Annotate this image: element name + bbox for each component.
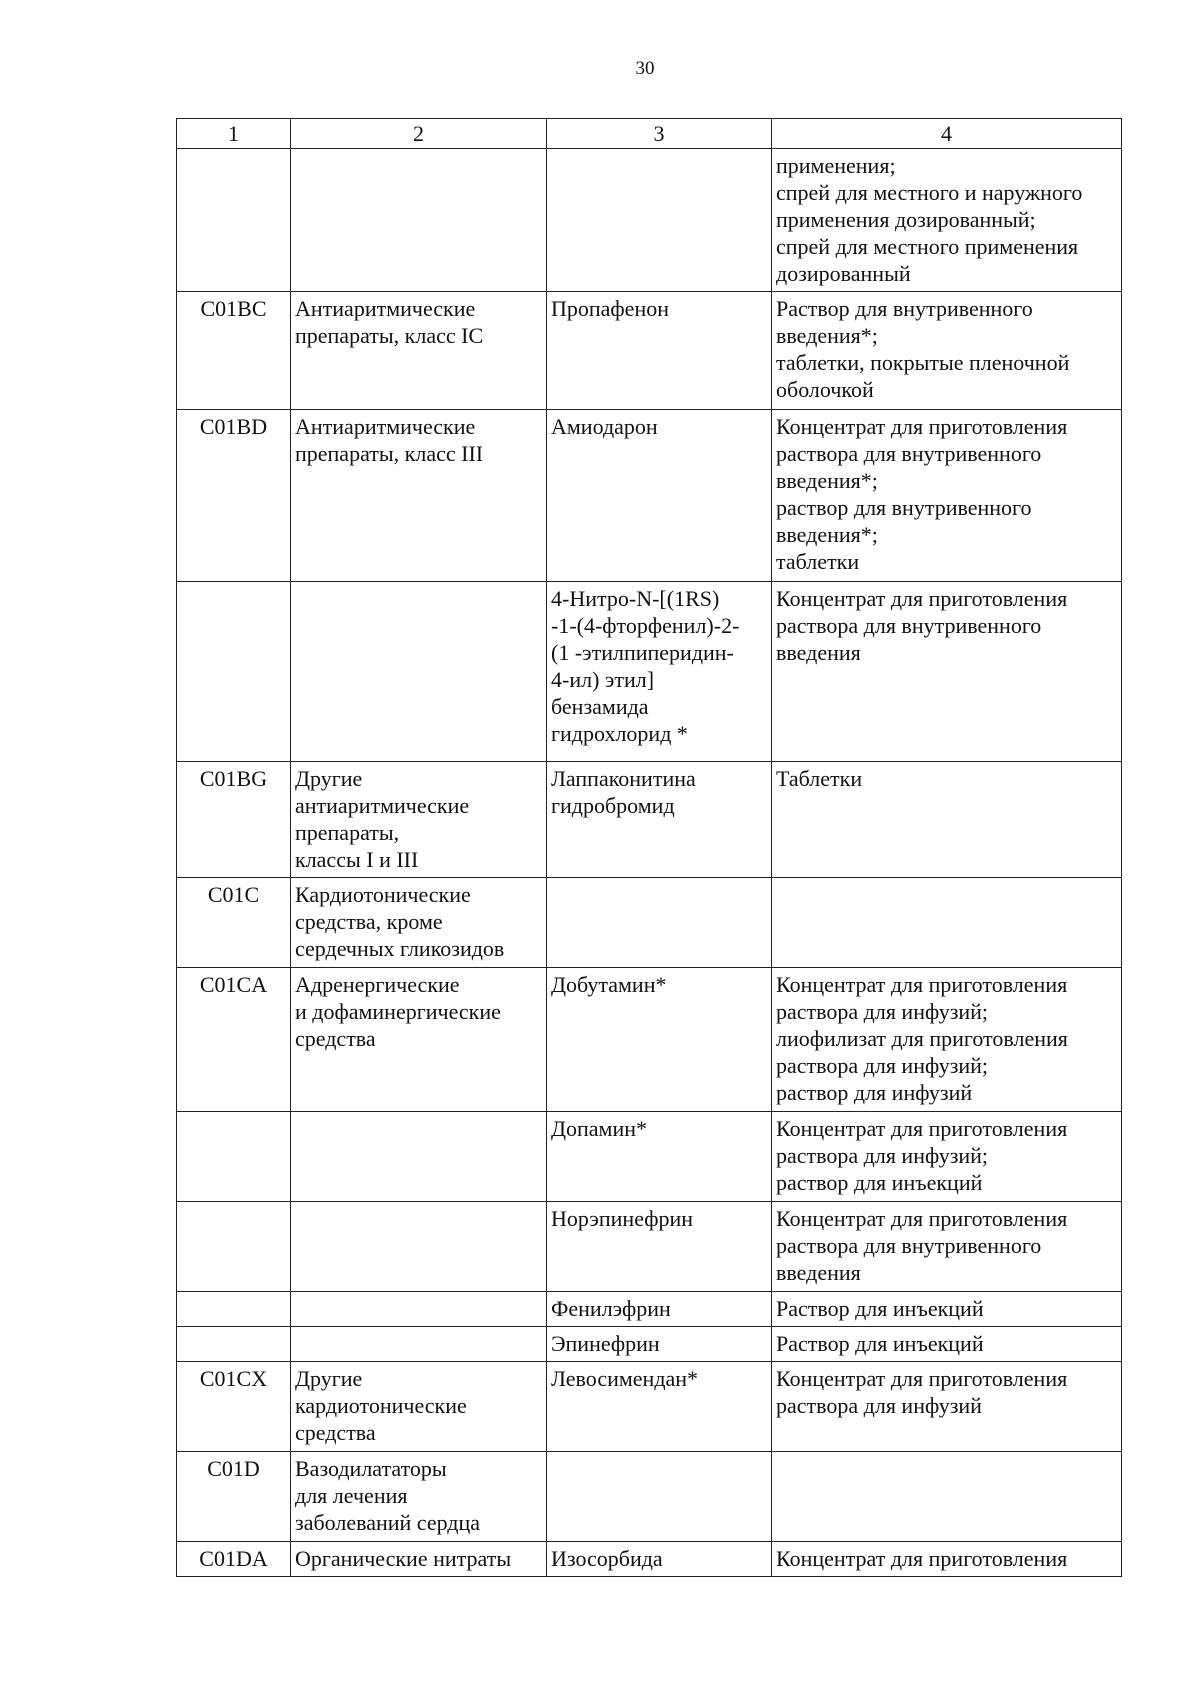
form-cell: Концентрат для приготовления раствора для внутривенного введения	[772, 582, 1122, 762]
group-cell: Антиаритмические препараты, класс IC	[291, 292, 547, 410]
group-cell	[291, 1202, 547, 1292]
drug-cell: 4-Нитро-N-[(1RS) -1-(4-фторфенил)-2- (1 -этилпиперидин- 4-ил) этил] бензамида гидрохлорид *	[547, 582, 772, 762]
form-cell: Раствор для инъекций	[772, 1292, 1122, 1327]
atc-code-cell	[177, 1112, 291, 1202]
column-header: 3	[547, 119, 772, 149]
table-row	[177, 1542, 1122, 1577]
atc-code-cell: C01C	[177, 878, 291, 968]
group-cell: Адренергические и дофаминергические средства	[291, 968, 547, 1112]
form-cell: Концентрат для приготовления раствора для внутривенного введения*; раствор для внутривенного введения*; таблетки	[772, 410, 1122, 582]
drug-cell: Лаппаконитина гидробромид	[547, 762, 772, 878]
table-row	[177, 582, 1122, 762]
form-cell: Концентрат для приготовления раствора для инфузий; раствор для инъекций	[772, 1112, 1122, 1202]
atc-code-cell: C01BG	[177, 762, 291, 878]
form-cell	[772, 1452, 1122, 1542]
group-cell	[291, 1112, 547, 1202]
table-row	[177, 1292, 1122, 1327]
drug-cell: Норэпинефрин	[547, 1202, 772, 1292]
table-row	[177, 762, 1122, 878]
form-cell: Концентрат для приготовления раствора для инфузий; лиофилизат для приготовления раствора для инфузий; раствор для инфузий	[772, 968, 1122, 1112]
drug-cell: Амиодарон	[547, 410, 772, 582]
drug-cell: Эпинефрин	[547, 1327, 772, 1362]
drug-cell	[547, 149, 772, 292]
form-cell	[772, 878, 1122, 968]
form-cell: Раствор для внутривенного введения*; таблетки, покрытые пленочной оболочкой	[772, 292, 1122, 410]
atc-code-cell	[177, 1202, 291, 1292]
drug-cell	[547, 878, 772, 968]
atc-code-cell	[177, 582, 291, 762]
form-cell: применения; спрей для местного и наружного применения дозированный; спрей для местного применения дозированный	[772, 149, 1122, 292]
table-row	[177, 149, 1122, 292]
drug-cell: Изосорбида	[547, 1542, 772, 1577]
table-header-row	[177, 119, 1122, 149]
form-cell: Концентрат для приготовления раствора для внутривенного введения	[772, 1202, 1122, 1292]
group-cell: Вазодилататоры для лечения заболеваний сердца	[291, 1452, 547, 1542]
atc-code-cell: C01BD	[177, 410, 291, 582]
group-cell: Кардиотонические средства, кроме сердечных гликозидов	[291, 878, 547, 968]
atc-code-cell	[177, 149, 291, 292]
table-row	[177, 1327, 1122, 1362]
form-cell: Раствор для инъекций	[772, 1327, 1122, 1362]
group-cell: Другие антиаритмические препараты, классы I и III	[291, 762, 547, 878]
column-header: 4	[772, 119, 1122, 149]
form-cell: Концентрат для приготовления раствора для инфузий	[772, 1362, 1122, 1452]
drug-cell: Допамин*	[547, 1112, 772, 1202]
table-row	[177, 1452, 1122, 1542]
column-header: 1	[177, 119, 291, 149]
atc-code-cell	[177, 1292, 291, 1327]
form-cell: Таблетки	[772, 762, 1122, 878]
group-cell	[291, 1327, 547, 1362]
group-cell: Другие кардиотонические средства	[291, 1362, 547, 1452]
table-row	[177, 1362, 1122, 1452]
drug-cell: Фенилэфрин	[547, 1292, 772, 1327]
group-cell: Антиаритмические препараты, класс III	[291, 410, 547, 582]
drug-cell	[547, 1452, 772, 1542]
table-row	[177, 1112, 1122, 1202]
table-row	[177, 1202, 1122, 1292]
column-header: 2	[291, 119, 547, 149]
medication-table	[176, 118, 1122, 1577]
form-cell: Концентрат для приготовления	[772, 1542, 1122, 1577]
atc-code-cell: C01CX	[177, 1362, 291, 1452]
atc-code-cell: C01DA	[177, 1542, 291, 1577]
drug-cell: Добутамин*	[547, 968, 772, 1112]
page-number: 30	[635, 58, 655, 79]
atc-code-cell: C01D	[177, 1452, 291, 1542]
atc-code-cell: C01CA	[177, 968, 291, 1112]
atc-code-cell: C01BC	[177, 292, 291, 410]
drug-cell: Пропафенон	[547, 292, 772, 410]
drug-cell: Левосимендан*	[547, 1362, 772, 1452]
table-row	[177, 878, 1122, 968]
table-row	[177, 968, 1122, 1112]
group-cell	[291, 582, 547, 762]
group-cell: Органические нитраты	[291, 1542, 547, 1577]
group-cell	[291, 1292, 547, 1327]
table-row	[177, 292, 1122, 410]
table-row	[177, 410, 1122, 582]
group-cell	[291, 149, 547, 292]
atc-code-cell	[177, 1327, 291, 1362]
